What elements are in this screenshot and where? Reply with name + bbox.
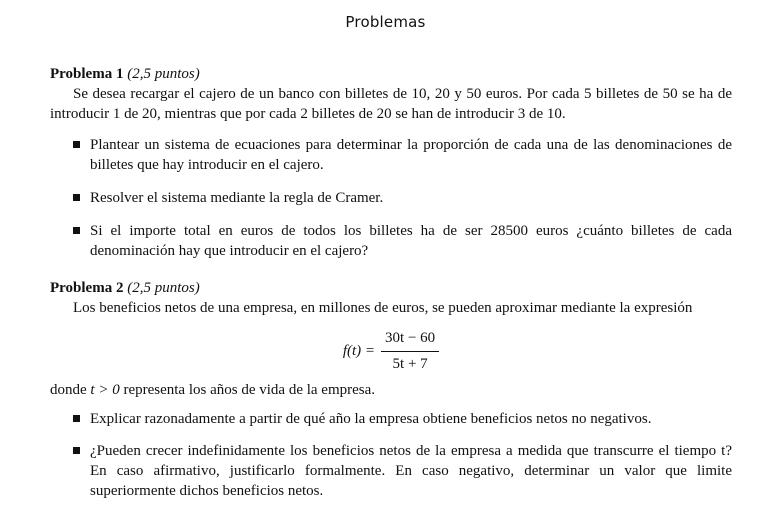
problem-2-label: Problema 2 [50, 280, 124, 296]
condition-math: t > 0 [90, 382, 120, 398]
page-title: Problemas [345, 13, 426, 31]
problem-1-items [50, 135, 732, 261]
formula-lhs: f(t) = [342, 343, 376, 359]
formula-numerator: 30t − 60 [381, 328, 439, 352]
list-item-text: Plantear un sistema de ecuaciones para determinar la proporción de cada una de las denominaciones de billetes que hay introducir en el cajero. [90, 137, 732, 173]
problem-2-statement: Los beneficios netos de una empresa, en millones de euros, se pueden aproximar mediante la expresión [73, 300, 693, 316]
list-item [50, 441, 732, 501]
formula [50, 328, 732, 374]
formula-denominator: 5t + 7 [392, 356, 428, 372]
problem-1-statement: Se desea recargar el cajero de un banco con billetes de 10, 20 y 50 euros. Por cada 5 billetes de 50 se ha de introducir 1 de 20, mientras que por cada 2 billetes de 20 se han de introducir 3 de 10. [50, 86, 732, 122]
bullet-icon [73, 141, 80, 148]
condition-after: representa los años de vida de la empresa. [123, 382, 376, 398]
problem-2-items [50, 409, 732, 501]
problem-2-points: (2,5 puntos) [127, 280, 200, 296]
list-item [50, 409, 732, 429]
problem-2 [50, 278, 732, 501]
bullet-icon [73, 447, 80, 454]
list-item-text: ¿Pueden crecer indefinidamente los beneficios netos de la empresa a medida que transcurre el tiempo t? En caso afirmativo, justificarlo formalmente. En caso negativo, determinar un valor que limite superiormente dichos beneficios netos. [90, 443, 732, 499]
list-item [50, 135, 732, 175]
condition-before: donde [50, 382, 87, 398]
problem-2-condition [50, 380, 732, 400]
bullet-icon [73, 415, 80, 422]
problem-1-label: Problema 1 [50, 66, 124, 82]
list-item-text: Si el importe total en euros de todos los billetes ha de ser 28500 euros ¿cuánto billetes de cada denominación hay que introducir en el cajero? [90, 223, 732, 259]
formula-fraction [381, 328, 439, 374]
list-item-text: Resolver el sistema mediante la regla de Cramer. [90, 190, 384, 206]
list-item [50, 188, 732, 208]
list-item-text: Explicar razonadamente a partir de qué año la empresa obtiene beneficios netos no negativos. [90, 411, 652, 427]
problem-1 [50, 64, 732, 261]
bullet-icon [73, 194, 80, 201]
problem-1-points: (2,5 puntos) [127, 66, 200, 82]
problem-1-heading [50, 64, 732, 84]
bullet-icon [73, 227, 80, 234]
problem-2-heading [50, 278, 732, 298]
list-item [50, 221, 732, 261]
